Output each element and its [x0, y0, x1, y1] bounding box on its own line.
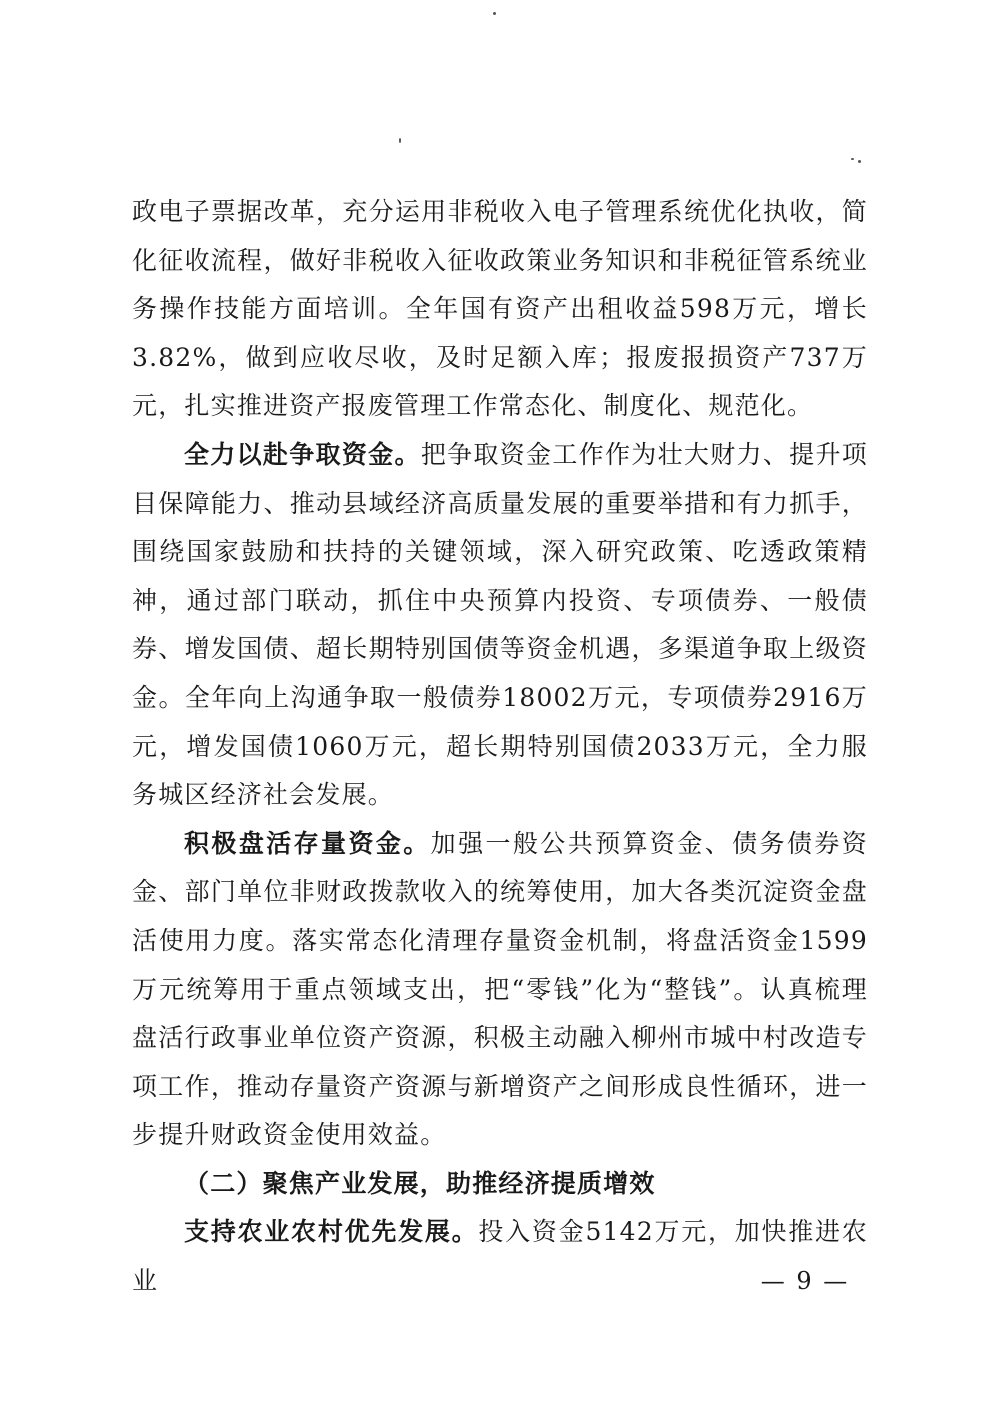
paragraph-text: 政电子票据改革，充分运用非税收入电子管理系统优化执收，简化征收流程，做好非税收入征收政策业务知识和非税征管系统业务操作技能方面培训。全年国有资产出租收益598万元，增长3.82%，做到应收尽收，及时足额入库；报废报损资产737万元，扎实推进资产报废管理工作常态化、制度化、规范化。 — [132, 197, 868, 421]
paragraph-text: 加强一般公共预算资金、债务债券资金、部门单位非财政拨款收入的统筹使用，加大各类沉淀资金盘活使用力度。落实常态化清理存量资金机制，将盘活资金1599万元统筹用于重点领域支出，把“零钱”化为“整钱”。认真梳理盘活行政事业单位资产资源，积极主动融入柳州市城中村改造专项工作，推动存量资产资源与新增资产之间形成良性循环，进一步提升财政资金使用效益。 — [132, 828, 868, 1150]
scan-speck — [851, 158, 854, 160]
paragraph-lead: 积极盘活存量资金。 — [184, 828, 431, 858]
body-text — [132, 188, 868, 1306]
section-heading: （二）聚焦产业发展，助推经济提质增效 — [184, 1168, 656, 1198]
paragraph-fund-raising — [132, 431, 868, 820]
paragraph-agriculture — [132, 1208, 868, 1305]
paragraph-stock-funds — [132, 820, 868, 1160]
paragraph-continuation — [132, 188, 868, 431]
paragraph-lead: 全力以赴争取资金。 — [184, 439, 421, 469]
scan-speck — [399, 138, 401, 143]
paragraph-text: 投入资金5142万元，加快推进农业 — [132, 1217, 868, 1296]
paragraph-lead: 支持农业农村优先发展。 — [184, 1217, 479, 1247]
scan-speck — [858, 160, 861, 163]
paragraph-text: 把争取资金工作作为壮大财力、提升项目保障能力、推动县域经济高质量发展的重要举措和有力抓手，围绕国家鼓励和扶持的关键领域，深入研究政策、吃透政策精神，通过部门联动，抓住中央预算内投资、专项债券、一般债券、增发国债、超长期特别国债等资金机遇，多渠道争取上级资金。全年向上沟通争取一般债券18002万元，专项债券2916万元，增发国债1060万元，超长期特别国债2033万元，全力服务城区经济社会发展。 — [132, 439, 868, 810]
page-number: — 9 — — [760, 1267, 850, 1295]
scan-speck — [493, 12, 496, 15]
